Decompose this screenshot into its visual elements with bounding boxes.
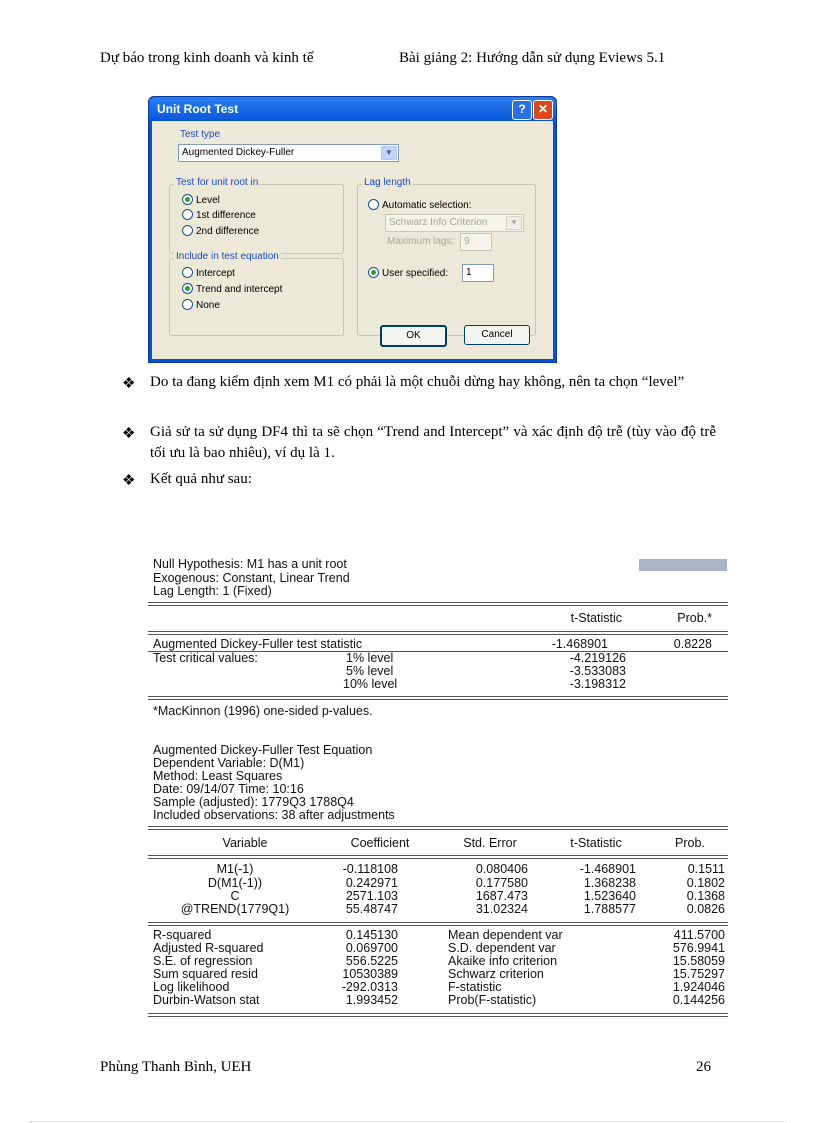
rule xyxy=(148,1013,728,1014)
criterion-select[interactable] xyxy=(385,214,524,232)
page-number: 26 xyxy=(696,1059,711,1075)
table-cell: 1.523640 xyxy=(583,889,636,903)
user-specified-input[interactable]: 1 xyxy=(462,264,494,282)
rule xyxy=(148,925,728,926)
exogenous: Exogenous: Constant, Linear Trend xyxy=(153,571,350,585)
method: Method: Least Squares xyxy=(153,769,283,783)
test-type-value: Augmented Dickey-Fuller xyxy=(182,147,295,158)
stat-value: 15.75297 xyxy=(672,967,725,981)
stat-value: 0.144256 xyxy=(672,993,725,1007)
rule xyxy=(148,631,728,632)
bullet-item: Kết quả như sau: xyxy=(150,471,252,487)
equation-title: Augmented Dickey-Fuller Test Equation xyxy=(153,743,373,757)
unit-root-test-dialog xyxy=(148,96,557,363)
table-cell: 0.080406 xyxy=(475,862,528,876)
test-type-label: Test type xyxy=(180,129,221,140)
table-cell: 0.1511 xyxy=(687,862,725,876)
crit-level: 1% level xyxy=(346,651,394,665)
crit-value: -4.219126 xyxy=(569,651,626,665)
radio-trend-and-intercept[interactable]: Trend and intercept xyxy=(182,283,282,295)
page-bottom-divider xyxy=(30,1121,786,1122)
radio-icon xyxy=(182,225,193,236)
table-cell: 55.48747 xyxy=(345,902,398,916)
bullet-item: Do ta đang kiểm định xem M1 có phải là một chuỗi dừng hay không, nên ta chọn “level” xyxy=(150,374,685,390)
observations: Included observations: 38 after adjustments xyxy=(153,808,395,822)
radio-user-specified[interactable]: User specified: xyxy=(368,267,448,279)
critical-values-label: Test critical values: xyxy=(153,651,258,665)
footnote: *MacKinnon (1996) one-sided p-values. xyxy=(153,704,373,718)
rule xyxy=(148,634,728,635)
max-lags-input[interactable]: 9 xyxy=(460,233,492,251)
header-course-title: Dự báo trong kinh doanh và kinh tế xyxy=(100,50,314,66)
stat-value: 1.924046 xyxy=(672,980,725,994)
unit-root-label: Test for unit root in xyxy=(176,177,259,188)
stat-label: S.D. dependent var xyxy=(448,941,556,955)
bullet-item: Giả sử ta sử dụng DF4 thì ta sẽ chọn “Trend and Intercept” và xác định độ trễ (tùy vào độ trễ tối ưu là bao nhiêu), ví dụ là 1. xyxy=(150,424,716,461)
radio-icon xyxy=(182,299,193,310)
rule xyxy=(148,855,728,856)
chevron-down-icon: ▼ xyxy=(381,146,397,160)
stat-value: 15.58059 xyxy=(672,954,725,968)
col-t-statistic-2: t-Statistic xyxy=(570,836,622,850)
stat-label: Schwarz criterion xyxy=(448,967,544,981)
table-cell: 2571.103 xyxy=(345,889,398,903)
stat-value: 10530389 xyxy=(342,967,398,981)
stat-label: Log likelihood xyxy=(153,980,230,994)
col-t-statistic: t-Statistic xyxy=(570,611,622,625)
stat-label: Sum squared resid xyxy=(153,967,258,981)
stat-label: R-squared xyxy=(153,928,212,942)
radio-automatic-selection[interactable]: Automatic selection: xyxy=(368,199,472,211)
stat-value: 576.9941 xyxy=(672,941,725,955)
radio-icon xyxy=(182,209,193,220)
radio-intercept[interactable]: Intercept xyxy=(182,267,235,279)
table-cell: -0.118108 xyxy=(342,862,398,876)
rule xyxy=(148,858,728,859)
table-cell: 0.177580 xyxy=(475,876,528,890)
stat-label: S.E. of regression xyxy=(153,954,253,968)
header-lecture-title: Bài giảng 2: Hướng dẫn sử dụng Eviews 5.1 xyxy=(399,50,666,66)
table-cell: 31.02324 xyxy=(475,902,528,916)
footer-author: Phùng Thanh Bình, UEH xyxy=(100,1059,252,1075)
bullet-icon: ❖ xyxy=(122,426,136,442)
table-cell: -1.468901 xyxy=(579,862,636,876)
col-coefficient: Coefficient xyxy=(350,836,410,850)
bullet-icon: ❖ xyxy=(122,376,136,392)
lag-length: Lag Length: 1 (Fixed) xyxy=(153,584,272,598)
cancel-button[interactable]: Cancel xyxy=(464,325,530,345)
rule xyxy=(148,602,728,603)
table-cell: 0.0826 xyxy=(686,902,725,916)
adf-p: 0.8228 xyxy=(673,637,712,651)
radio-icon xyxy=(182,267,193,278)
radio-none[interactable]: None xyxy=(182,299,220,311)
chevron-down-icon: ▼ xyxy=(506,216,522,230)
stat-label: Adjusted R-squared xyxy=(153,941,264,955)
stat-label: Durbin-Watson stat xyxy=(153,993,260,1007)
crit-level: 5% level xyxy=(346,664,394,678)
stat-label: Mean dependent var xyxy=(448,928,563,942)
test-type-select[interactable] xyxy=(178,144,399,162)
stat-value: -292.0313 xyxy=(341,980,398,994)
table-cell: 0.1368 xyxy=(686,889,725,903)
crit-level: 10% level xyxy=(343,677,398,691)
rule xyxy=(148,922,728,923)
stat-value: 0.069700 xyxy=(345,941,398,955)
radio-1st-difference[interactable]: 1st difference xyxy=(182,209,256,221)
radio-selected-icon xyxy=(368,267,379,278)
stat-value: 0.145130 xyxy=(345,928,398,942)
table-row-variable: C xyxy=(230,889,240,903)
stat-value: 411.5700 xyxy=(673,928,725,942)
rule xyxy=(148,699,728,700)
rule xyxy=(148,826,728,827)
ok-button[interactable]: OK xyxy=(380,325,447,347)
radio-2nd-difference[interactable]: 2nd difference xyxy=(182,225,259,237)
table-cell: 1.368238 xyxy=(583,876,636,890)
dialog-body xyxy=(152,121,553,359)
rule xyxy=(148,1016,728,1017)
table-row-variable: @TREND(1779Q1) xyxy=(180,902,290,916)
rule xyxy=(148,605,728,606)
dialog-titlebar xyxy=(149,97,556,121)
bullet-icon: ❖ xyxy=(122,473,136,489)
stat-label: Prob(F-statistic) xyxy=(448,993,537,1007)
null-hypothesis: Null Hypothesis: M1 has a unit root xyxy=(153,557,347,571)
crit-value: -3.533083 xyxy=(569,664,626,678)
table-cell: 0.242971 xyxy=(345,876,398,890)
radio-level[interactable]: Level xyxy=(182,194,220,206)
table-row-variable: D(M1(-1)) xyxy=(207,876,263,890)
radio-icon xyxy=(368,199,379,210)
adf-t: -1.468901 xyxy=(551,637,608,651)
criterion-value: Schwarz Info Criterion xyxy=(389,217,488,228)
stat-label: F-statistic xyxy=(448,980,502,994)
table-cell: 1687.473 xyxy=(475,889,528,903)
adf-label: Augmented Dickey-Fuller test statistic xyxy=(153,637,363,651)
rule xyxy=(148,829,728,830)
col-prob-2: Prob. xyxy=(675,836,705,850)
stat-value: 1.993452 xyxy=(345,993,398,1007)
radio-selected-icon xyxy=(182,194,193,205)
date: Date: 09/14/07 Time: 10:16 xyxy=(153,782,304,796)
table-cell: 0.1802 xyxy=(686,876,725,890)
help-button[interactable]: ? xyxy=(512,100,532,120)
stat-label: Akaike info criterion xyxy=(448,954,558,968)
rule xyxy=(148,696,728,697)
highlight-bar xyxy=(639,559,727,571)
sample: Sample (adjusted): 1779Q3 1788Q4 xyxy=(153,795,354,809)
col-variable: Variable xyxy=(222,836,268,850)
col-std-error: Std. Error xyxy=(463,836,517,850)
radio-selected-icon xyxy=(182,283,193,294)
max-lags-label: Maximum lags: xyxy=(387,236,455,247)
table-row-variable: M1(-1) xyxy=(216,862,254,876)
crit-value: -3.198312 xyxy=(569,677,626,691)
table-cell: 1.788577 xyxy=(583,902,636,916)
include-label: Include in test equation xyxy=(176,251,279,262)
dependent-variable: Dependent Variable: D(M1) xyxy=(153,756,305,770)
col-prob: Prob.* xyxy=(677,611,712,625)
stat-value: 556.5225 xyxy=(345,954,398,968)
close-button[interactable]: ✕ xyxy=(533,100,553,120)
dialog-title: Unit Root Test xyxy=(157,102,239,116)
lag-length-label: Lag length xyxy=(364,177,411,188)
